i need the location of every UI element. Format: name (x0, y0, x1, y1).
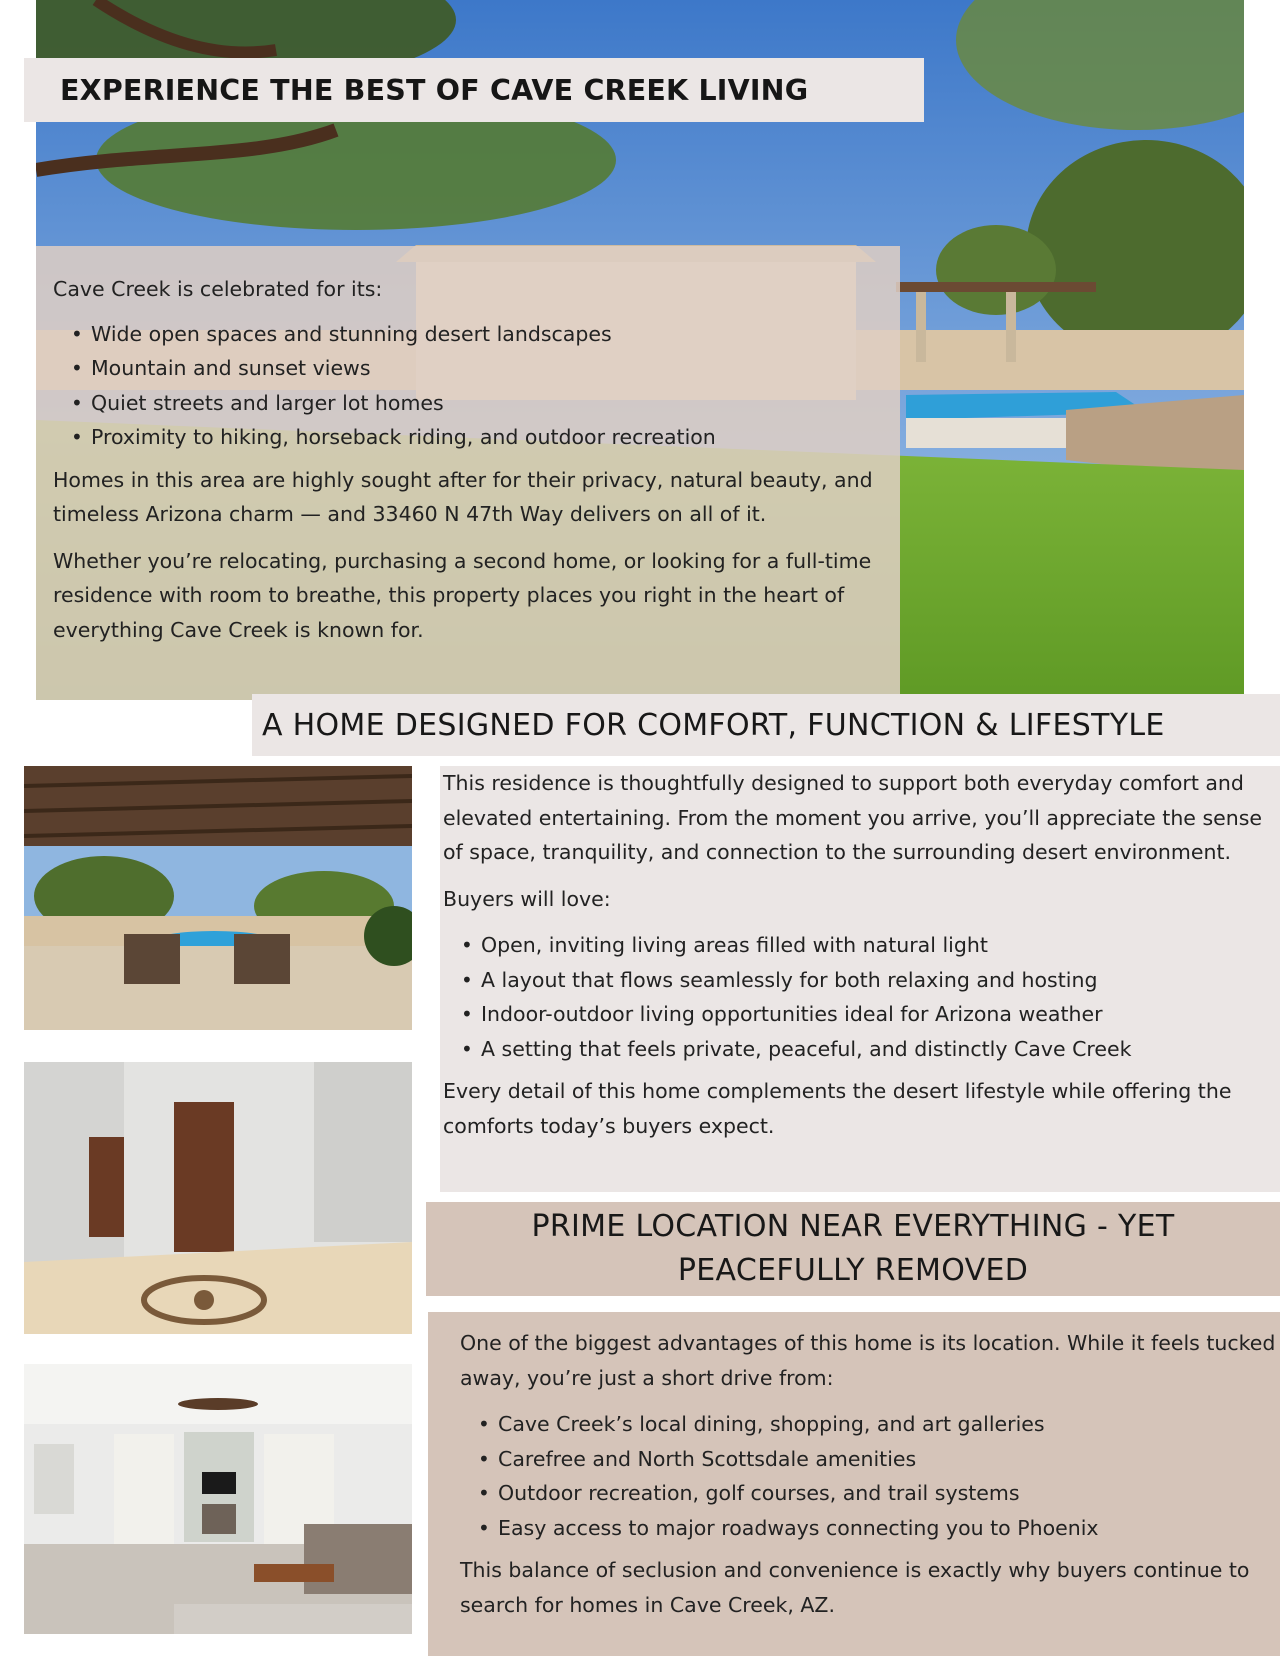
list-item: • Proximity to hiking, horseback riding, and outdoor recreation (53, 420, 882, 455)
entry-hall-photo (24, 1062, 412, 1334)
list-item: • Cave Creek’s local dining, shopping, and art galleries (460, 1407, 1280, 1442)
list-item: • A setting that feels private, peaceful, and distinctly Cave Creek (443, 1032, 1280, 1067)
list-item: • Mountain and sunset views (53, 351, 882, 386)
list-item: • Easy access to major roadways connecting you to Phoenix (460, 1511, 1280, 1546)
section3-heading-band (426, 1202, 1280, 1296)
hero-title-band (24, 58, 924, 122)
intro-bullet-list (53, 317, 882, 455)
section3-bullet-list (460, 1407, 1280, 1545)
list-item: • Indoor-outdoor living opportunities ideal for Arizona weather (443, 997, 1280, 1032)
section3-body (428, 1312, 1280, 1656)
intro-paragraph-2: Whether you’re relocating, purchasing a second home, or looking for a full-time residence with room to breathe, this property places you right in the heart of everything Cave Creek is known for. (53, 548, 872, 642)
hero-title: EXPERIENCE THE BEST OF CAVE CREEK LIVING (60, 73, 809, 107)
section2-bullet-list (443, 928, 1280, 1066)
entry-hall-illustration (24, 1062, 412, 1334)
intro-paragraph-1: Homes in this area are highly sought after for their privacy, natural beauty, and timeless Arizona charm — and 33460 N 47th Way delivers on all of it. (53, 467, 873, 526)
section2-heading-band (252, 694, 1280, 756)
section2-lead: Buyers will love: (443, 886, 611, 911)
section2-closing: Every detail of this home complements the desert lifestyle while offering the comforts today’s buyers expect. (443, 1079, 1232, 1138)
intro-lead: Cave Creek is celebrated for its: (53, 277, 383, 301)
list-item: • A layout that flows seamlessly for both relaxing and hosting (443, 963, 1280, 998)
list-item: • Carefree and North Scottsdale amenities (460, 1442, 1280, 1477)
living-room-photo (24, 1364, 412, 1634)
section2-body (440, 766, 1280, 1192)
list-item: • Quiet streets and larger lot homes (53, 386, 882, 421)
list-item: • Outdoor recreation, golf courses, and trail systems (460, 1476, 1280, 1511)
living-room-illustration (24, 1364, 412, 1634)
section2-paragraph: This residence is thoughtfully designed to support both everyday comfort and elevated entertaining. From the moment you arrive, you’ll appreciate the sense of space, tranquility, and connection to the surrounding desert environment. (443, 771, 1263, 864)
section2-heading: A HOME DESIGNED FOR COMFORT, FUNCTION & LIFESTYLE (262, 707, 1165, 743)
section3-paragraph: One of the biggest advantages of this home is its location. While it feels tucked away, you’re just a short drive from: (460, 1331, 1276, 1390)
patio-illustration (24, 766, 412, 1030)
section3-closing: This balance of seclusion and convenience is exactly why buyers continue to search for homes in Cave Creek, AZ. (460, 1558, 1250, 1617)
patio-photo (24, 766, 412, 1030)
list-item: • Open, inviting living areas filled with natural light (443, 928, 1280, 963)
list-item: • Wide open spaces and stunning desert landscapes (53, 317, 882, 352)
intro-panel (36, 246, 900, 700)
section3-heading: PRIME LOCATION NEAR EVERYTHING - YET PEACEFULLY REMOVED (531, 1209, 1175, 1288)
